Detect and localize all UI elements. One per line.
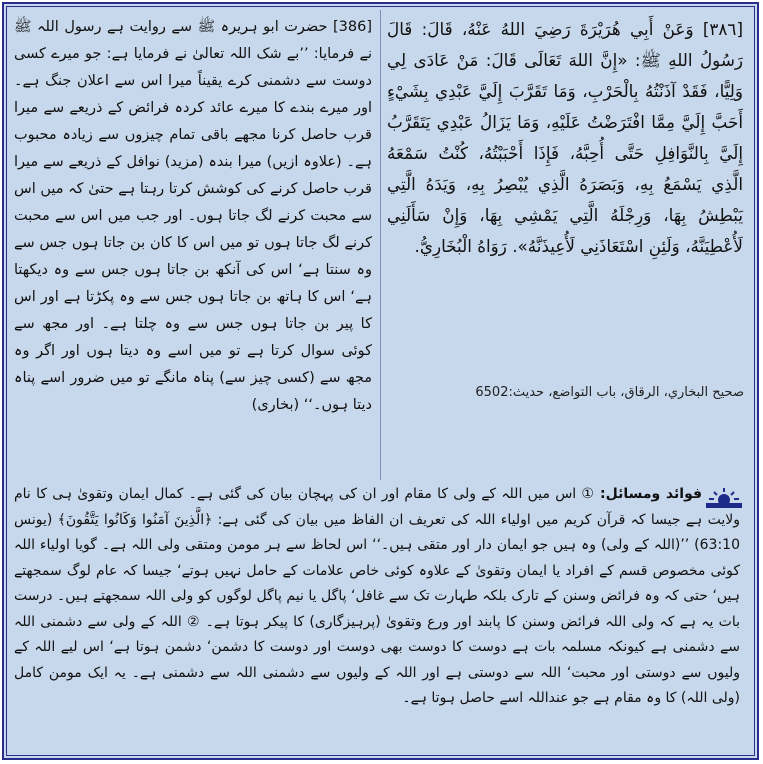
column-divider bbox=[380, 10, 381, 480]
benefits-text: ① اس میں اللہ کے ولی کا مقام اور ان کی پہچان بیان کی گئی ہے۔ کمال ایمان وتقویٰ ہی کا نام ولایت ہے جیسا کہ قرآن کریم میں اولیاء اللہ کی تعریف ان الفاظ میں بیان کی گئی ہے: ﴿الَّذِينَ آمَنُوا وَكَانُوا يَتَّقُونَ﴾ (یونس 63:10) ’’(اللہ کے ولی) وہ ہیں جو ایمان دار اور متقی ہیں۔‘‘ اس لحاظ سے ہر مومن ومتقی ولی اللہ ہے۔ گویا اولیاء اللہ کوئی مخصوص قسم کے افراد یا ایمان وتقویٰ کے علاوہ کوئی خاص علامات کے حامل نہیں ہوتے‘ جیسا کہ عام لوگ سمجھتے ہیں‘ حتی کہ وہ فرائض وسنن کے تارک بلکہ طہارت تک سے غافل‘ پاگل یا نیم پاگل لوگوں کو ولی اللہ سمجھتے ہیں۔ درست بات یہ ہے کہ ولی اللہ فرائض وسنن کا پابند اور ورع وتقویٰ (پرہیزگاری) کا پیکر ہوتا ہے۔ ② اللہ کے ولی سے دشمنی اللہ سے دشمنی ہے کیونکہ مسلمہ بات ہے دوست کا دوست بھی دوست اور دوست کا دشمن‘ دشمن ہوتا ہے‘ اس لیے اللہ کے ولیوں سے دوستی اور محبت‘ اللہ سے دوستی ہے اور اللہ کے ولیوں سے دشمنی اللہ سے دشمنی ہے۔ یہ ایک مومن کامل (ولی اللہ) کا وہ مقام ہے جو عنداللہ اسے حاصل ہوتا ہے۔ bbox=[14, 486, 740, 706]
benefits-section bbox=[14, 482, 744, 752]
hadith-reference: صحيح البخاري، الرقاق، باب التواضع، حديث:6502 bbox=[475, 385, 744, 400]
urdu-translation-text: [386] حضرت ابو ہریرہ ﷺ سے روایت ہے رسول اللہ ﷺ نے فرمایا: ’’بے شک اللہ تعالیٰ نے فرمایا ہے: جو میرے کسی دوست سے دشمنی کرے یقیناً میرا اس سے اعلان جنگ ہے۔ اور میرے بندے کا میرے عائد کردہ فرائض کے ذریعے سے میرا قرب حاصل کرنا مجھے باقی تمام چیزوں سے زیادہ محبوب ہے۔ (علاوہ ازیں) میرا بندہ (مزید) نوافل کے ذریعے سے میرا قرب حاصل کرنے کی کوشش کرتا رہتا ہے حتیٰ کہ میں اس سے محبت کرنے لگ جاتا ہوں۔ اور جب میں اس سے محبت کرنے لگ جاتا ہوں تو میں اس کا کان بن جاتا ہوں جس سے وہ سنتا ہے‘ اس کی آنکھ بن جاتا ہوں جس سے وہ دیکھتا ہے‘ اس کا ہاتھ بن جاتا ہوں جس سے وہ پکڑتا ہے اور اس کا پیر بن جاتا ہوں جس سے وہ چلتا ہے۔ اور مجھ سے کوئی سوال کرتا ہے تو میں اسے وہ دیتا ہوں اور اگر وہ مجھ سے (کسی چیز سے) پناہ مانگے تو میں ضرور اسے پناہ دیتا ہوں۔‘‘ (بخاری) bbox=[14, 19, 372, 413]
benefits-heading: فوائد ومسائل: bbox=[600, 486, 703, 502]
arabic-hadith-text: [٣٨٦] وَعَنْ أَبِي هُرَيْرَةَ رَضِيَ اللهُ عَنْهُ، قَالَ: قَالَ رَسُولُ اللهِ ﷺ: «إِنَّ اللهَ تَعَالَى قَالَ: مَنْ عَادَى لِي وَلِيًّا، فَقَدْ آذَنْتُهُ بِالْحَرْبِ، وَمَا تَقَرَّبَ إِلَيَّ عَبْدِي بِشَيْءٍ أَحَبَّ إِلَيَّ مِمَّا افْتَرَضْتُ عَلَيْهِ، وَمَا يَزَالُ عَبْدِي يَتَقَرَّبُ إِلَيَّ بِالنَّوَافِلِ حَتَّى أُحِبَّهُ، فَإِذَا أَحْبَبْتُهُ، كُنْتُ سَمْعَهُ الَّذِي يَسْمَعُ بِهِ، وَبَصَرَهُ الَّذِي يُبْصِرُ بِهِ، وَيَدَهُ الَّتِي يَبْطِشُ بِهَا، وَرِجْلَهُ الَّتِي يَمْشِي بِهَا، وَإِنْ سَأَلَنِي لَأُعْطِيَنَّهُ، وَلَئِنِ اسْتَعَاذَنِي لَأُعِيذَنَّهُ». رَوَاهُ الْبُخَارِيُّ. bbox=[387, 19, 743, 256]
